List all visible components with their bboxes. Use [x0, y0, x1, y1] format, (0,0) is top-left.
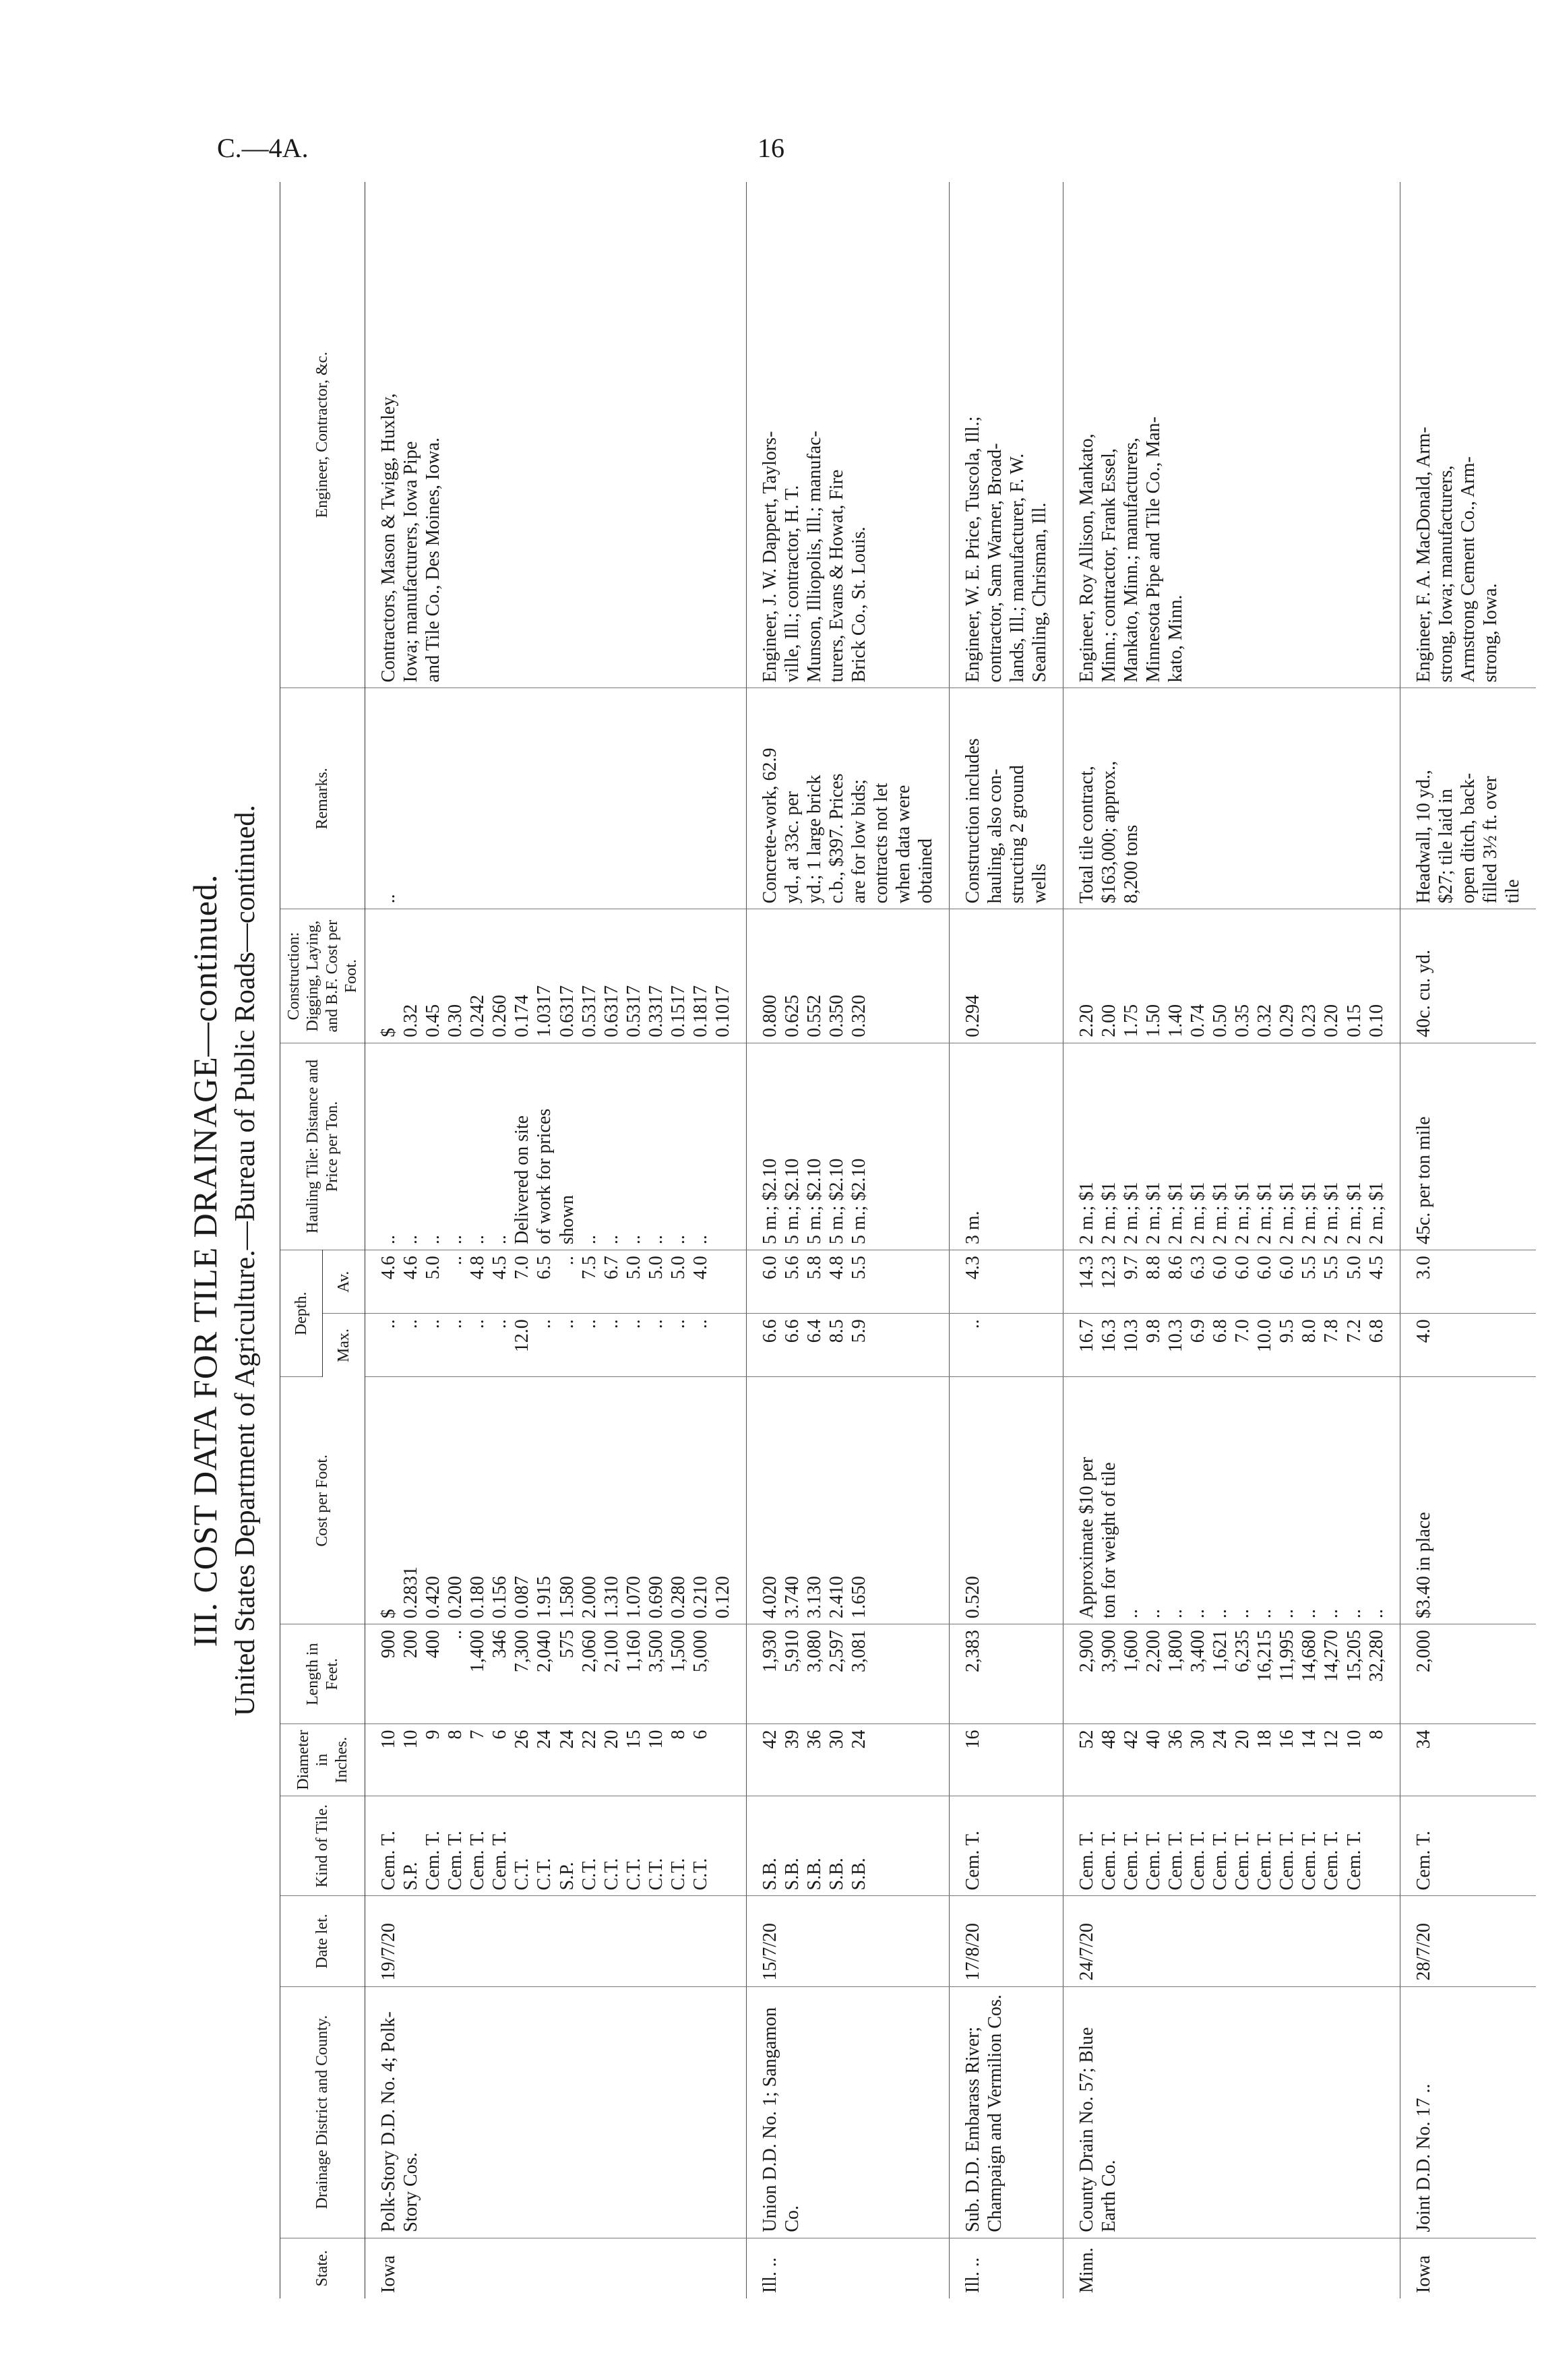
kind-cell: Cem. T. S.P. Cem. T. Cem. T. Cem. T. Cem. T. C.T. C.T. S.P. C.T. C.T. C.T. C.T. C.T. C.T. [365, 1796, 747, 1896]
cost-cell: 0.520 [950, 1377, 1063, 1624]
date-cell: 28/7/20 [1400, 1896, 1536, 1986]
state-cell: Minn. [1063, 2238, 1400, 2298]
construction-cell: 0.800 0.625 0.552 0.350 0.320 [746, 909, 949, 1043]
engineer-cell: Contractors, Mason & Twigg, Huxley, Iowa; manufacturers, Iowa Pipe and Tile Co., Des Moines, Iowa. [365, 182, 747, 688]
length-cell: 900 200 400 .. 1,400 346 7,300 2,040 575 2,060 2,100 1,160 3,500 1,500 5,000 [365, 1624, 747, 1724]
remarks-cell: Concrete-work, 62.9 yd., at 33c. per yd.; 1 large brick c.b., $397. Prices are for low bids; contracts not let when data were obtained [746, 688, 949, 909]
depth-av-cell: 14.3 12.3 9.7 8.8 8.6 6.3 6.0 6.0 6.0 6.0 5.5 5.5 5.0 4.5 [1063, 1250, 1400, 1314]
diameter-cell: 34 [1400, 1724, 1536, 1796]
district-cell: Union D.D. No. 1; Sangamon Co. [746, 1986, 949, 2238]
page-number: 16 [758, 133, 784, 163]
table-row [1063, 182, 1400, 2298]
length-cell: 1,930 5,910 3,080 2,597 3,081 [746, 1624, 949, 1724]
construction-cell: 0.294 [950, 909, 1063, 1043]
remarks-cell: Construction includes hauling, also con- structing 2 ground wells [950, 688, 1063, 909]
hauling-cell: .. .. .. .. .. .. Delivered on site of work for prices shown .. .. .. .. .. .. [365, 1043, 747, 1250]
date-cell: 24/7/20 [1063, 1896, 1400, 1986]
depth-max-cell: 6.6 6.6 6.4 8.5 5.9 [746, 1314, 949, 1377]
district-cell: Sub. D.D. Embarass River; Champaign and Vermilion Cos. [950, 1986, 1063, 2238]
kind-cell: Cem. T. [950, 1796, 1063, 1896]
depth-max-cell: .. [950, 1314, 1063, 1377]
cost-cell: 4.020 3.740 3.130 2.410 1.650 [746, 1377, 949, 1624]
state-cell: Ill. .. [746, 2238, 949, 2298]
col-header-construction: Construction: Digging, Laying, and B.F. Cost per Foot. [280, 909, 365, 1043]
diameter-cell: 52 48 42 40 36 30 24 20 18 16 14 12 10 8 [1063, 1724, 1400, 1796]
depth-max-cell: 4.0 [1400, 1314, 1536, 1377]
diameter-cell: 10 10 9 8 7 6 26 24 24 22 20 15 10 8 6 [365, 1724, 747, 1796]
col-header-depth-max: Max. [323, 1314, 365, 1377]
depth-av-cell: 6.0 5.6 5.8 4.8 5.5 [746, 1250, 949, 1314]
depth-max-cell: 16.7 16.3 10.3 9.8 10.3 6.9 6.8 7.0 10.0 9.5 8.0 7.8 7.2 6.8 [1063, 1314, 1400, 1377]
col-header-diameter: Diameter in Inches. [280, 1724, 365, 1796]
cost-cell: $ 0.2831 0.420 0.200 0.180 0.156 0.087 1.915 1.580 2.000 1.310 1.070 0.690 0.280 0.210 0.120 [365, 1377, 747, 1624]
construction-cell: $ 0.32 0.45 0.30 0.242 0.260 0.174 1.0317 0.6317 0.5317 0.6317 0.5317 0.3317 0.1517 0.1817 0.1017 [365, 909, 747, 1043]
col-header-length: Length in Feet. [280, 1624, 365, 1724]
hauling-cell: 3 m. [950, 1043, 1063, 1250]
engineer-cell: Engineer, W. E. Price, Tuscola, Ill.; contractor, Sam Warner, Broad- lands, Ill.; manufacturer, F. W. Seanling, Chrisman, Ill. [950, 182, 1063, 688]
col-header-kind: Kind of Tile. [280, 1796, 365, 1896]
district-cell: Joint D.D. No. 17 .. [1400, 1986, 1536, 2238]
table-row [365, 182, 747, 2298]
col-header-depth: Depth. [280, 1250, 323, 1377]
kind-cell: S.B. S.B. S.B. S.B. S.B. [746, 1796, 949, 1896]
col-header-engineer: Engineer, Contractor, &c. [280, 182, 365, 688]
hauling-cell: 45c. per ton mile [1400, 1043, 1536, 1250]
kind-cell: Cem. T. Cem. T. Cem. T. Cem. T. Cem. T. Cem. T. Cem. T. Cem. T. Cem. T. Cem. T. Cem. T. Cem. T. Cem. T. [1063, 1796, 1400, 1896]
length-cell: 2,900 3,900 1,600 2,200 1,800 3,400 1,621 6,235 16,215 11,995 14,680 14,270 15,205 32,280 [1063, 1624, 1400, 1724]
engineer-cell: Engineer, Roy Allison, Mankato, Minn.; contractor, Frank Essel, Mankato, Minn.; manufacturers, Minnesota Pipe and Tile Co., Man- kato, Minn. [1063, 182, 1400, 688]
cost-cell: $3.40 in place [1400, 1377, 1536, 1624]
depth-av-cell: 3.0 [1400, 1250, 1536, 1314]
col-header-state: State. [280, 2238, 365, 2298]
col-header-hauling: Hauling Tile: Distance and Price per Ton. [280, 1043, 365, 1250]
engineer-cell: Engineer, F. A. MacDonald, Arm- strong, Iowa; manufacturers, Armstrong Cement Co., Arm- strong, Iowa. [1400, 182, 1536, 688]
date-cell: 15/7/20 [746, 1896, 949, 1986]
col-header-district: Drainage District and County. [280, 1986, 365, 2238]
length-cell: 2,383 [950, 1624, 1063, 1724]
cost-cell: Approximate $10 per ton for weight of tile .. .. .. .. .. .. .. .. .. .. .. .. [1063, 1377, 1400, 1624]
rotated-table-sheet [179, 182, 1523, 2339]
state-cell: Iowa [378, 2255, 400, 2293]
page-label: C.—4A. [217, 133, 309, 163]
district-cell: Polk-Story D.D. No. 4; Polk-Story Cos. [365, 1986, 747, 2238]
length-cell: 2,000 [1400, 1624, 1536, 1724]
construction-cell: 40c. cu. yd. [1400, 909, 1536, 1043]
remarks-cell: Headwall, 10 yd., $27; tile laid in open ditch, back- filled 3½ ft. over tile [1400, 688, 1536, 909]
cost-data-table [280, 182, 1536, 2298]
page-title: III. COST DATA FOR TILE DRAINAGE—continued. [186, 874, 224, 1647]
depth-av-cell: 4.6 4.6 5.0 .. 4.8 4.5 7.0 6.5 .. 7.5 6.7 5.0 5.0 5.0 4.0 [365, 1250, 747, 1314]
depth-av-cell: 4.3 [950, 1250, 1063, 1314]
remarks-cell: .. [365, 688, 747, 909]
diameter-cell: 42 39 36 30 24 [746, 1724, 949, 1796]
remarks-cell: Total tile contract, $163,000; approx., 8,200 tons [1063, 688, 1400, 909]
engineer-cell: Engineer, J. W. Dappert, Taylors- ville, Ill.; contractor, H. T. Munson, Illiopolis, Ill.; manufac- turers, Evans & Howat, Fire Brick Co., St. Louis. [746, 182, 949, 688]
page-subtitle: United States Department of Agriculture.—Bureau of Public Roads—continued. [230, 805, 261, 1716]
table-row [1400, 182, 1536, 2298]
date-cell: 19/7/20 [365, 1896, 747, 1986]
kind-cell: Cem. T. [1400, 1796, 1536, 1896]
district-cell: County Drain No. 57; Blue Earth Co. [1063, 1986, 1400, 2238]
table-row [950, 182, 1063, 2298]
diameter-cell: 16 [950, 1724, 1063, 1796]
state-cell: Ill. .. [950, 2238, 1063, 2298]
col-header-remarks: Remarks. [280, 688, 365, 909]
depth-max-cell: .. .. .. .. .. .. 12.0 .. .. .. .. .. .. .. .. [365, 1314, 747, 1377]
col-header-cost: Cost per Foot. [280, 1377, 365, 1624]
col-header-date: Date let. [280, 1896, 365, 1986]
state-cell: Iowa [1400, 2238, 1536, 2298]
table-row [746, 182, 949, 2298]
hauling-cell: 5 m.; $2.10 5 m.; $2.10 5 m.; $2.10 5 m.; $2.10 5 m.; $2.10 [746, 1043, 949, 1250]
hauling-cell: 2 m.; $1 2 m.; $1 2 m.; $1 2 m.; $1 2 m.; $1 2 m.; $1 2 m.; $1 2 m.; $1 2 m.; $1 2 m.; $1 2 m.; $1 2 m.; $1 2 m.; $1 2 m.; $1 [1063, 1043, 1400, 1250]
date-cell: 17/8/20 [950, 1896, 1063, 1986]
col-header-depth-av: Av. [323, 1250, 365, 1314]
construction-cell: 2.20 2.00 1.75 1.50 1.40 0.74 0.50 0.35 0.32 0.29 0.23 0.20 0.15 0.10 [1063, 909, 1400, 1043]
